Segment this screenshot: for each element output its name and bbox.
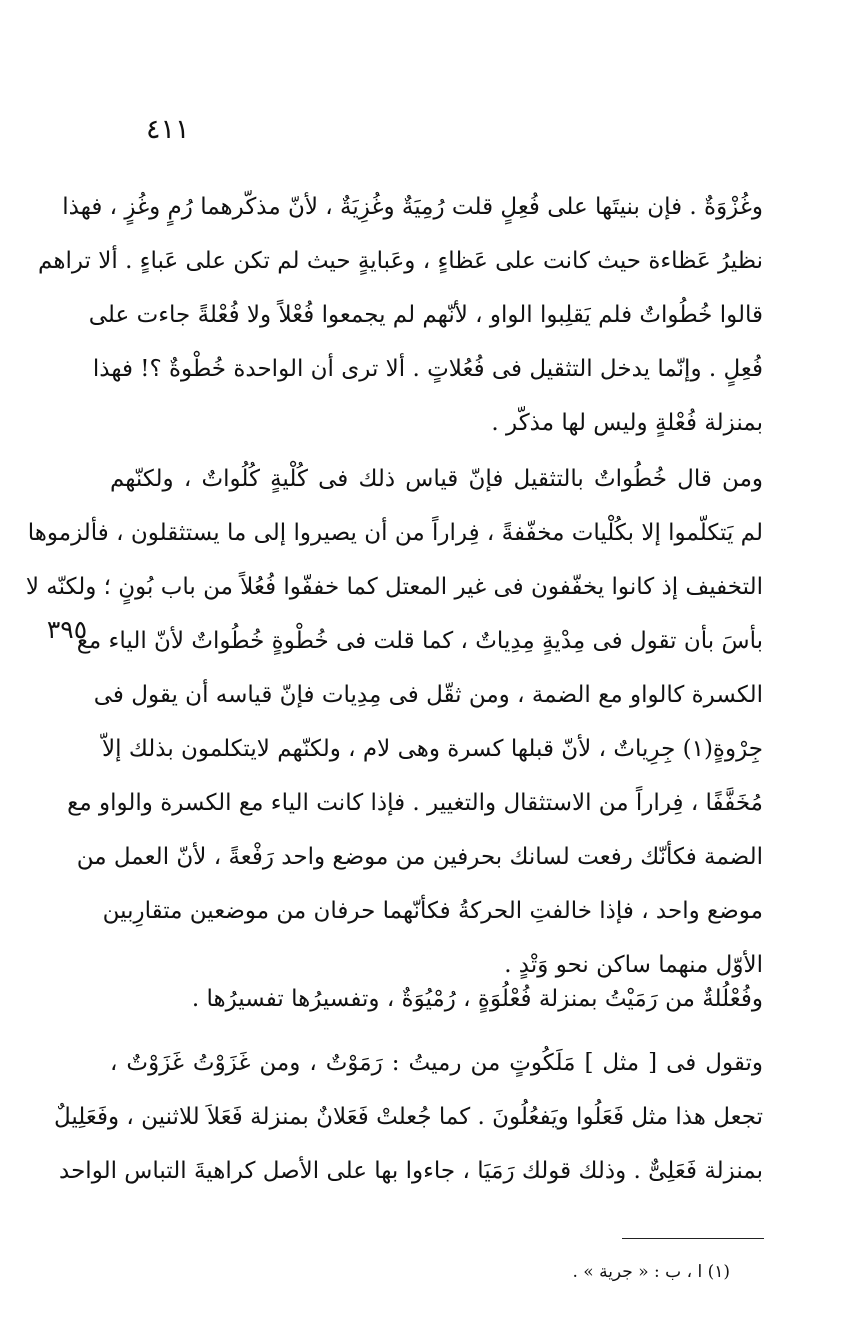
text-line: موضع واحد ، فإذا خالفتِ الحركةُ فكأنّهما حرفان من موضعين متقارِبين: [102, 898, 763, 924]
text-line: الكسرة كالواو مع الضمة ، ومن ثقّل فى مِدِيات فإنّ قياسه أن يقول فى: [93, 682, 763, 708]
paragraph-4: [53, 1036, 763, 1198]
text-line: نظيرُ عَظاءة حيث كانت على عَظاءٍ ، وعَبايةٍ حيث لم تكن على عَباءٍ . ألا تراهم: [38, 248, 763, 274]
text-line: الأوّل منهما ساكن نحو وَتْدٍ .: [504, 952, 763, 978]
text-line: وفُعْلُلةٌ من رَمَيْتُ بمنزلة فُعْلُوَةٍ ، رُمْيُوَةٌ ، وتفسيرُها تفسيرُها .: [191, 986, 763, 1012]
text-line: بمنزلة فَعَلِىٌّ . وذلك قولك رَمَيَا ، جاءوا بها على الأصل كراهيةَ التباس الواحد: [59, 1158, 763, 1184]
text-line: بمنزلة فُعْلةٍ وليس لها مذكّر .: [491, 410, 763, 436]
text-line: فُعِلٍ . وإنّما يدخل التثقيل فى فُعُلاتٍ . ألا ترى أن الواحدة خُطْوةٌ ؟! فهذا: [92, 356, 763, 382]
text-line: وتقول فى [ مثل ] مَلَكُوتٍ من رميتُ : رَمَوْتٌ ، ومن غَزَوْتُ غَزَوْتٌ ،: [110, 1050, 763, 1076]
text-line: الضمة فكأنّك رفعت لسانك بحرفين من موضع واحد رَفْعةً ، لأنّ العمل من: [76, 844, 763, 870]
text-line: تجعل هذا مثل فَعَلُوا ويَفعُلُونَ . كما جُعلتْ فَعَلانٌ بمنزلة فَعَلاَ للاثنين ، وفَعَلِيلٌ: [53, 1104, 763, 1130]
text-line: لم يَتكلّموا إلا بكُلْيات مخفّفةً ، فِراراً من أن يصيروا إلى ما يستثقلون ، فألزموها: [27, 520, 763, 546]
text-line: بأسَ بأن تقول فى مِدْيةٍ مِدِياتٌ ، كما قلت فى خُطْوةٍ خُطُواتٌ لأنّ الياء مع: [76, 628, 763, 654]
text-line: التخفيف إذ كانوا يخفّفون فى غير المعتل كما خففّوا فُعُلاً من باب بُونٍ ؛ ولكنّه لا: [25, 574, 763, 600]
text-line: قالوا خُطُواتٌ فلم يَقلِبوا الواو ، لأنّهم لم يجمعوا فُعْلاً ولا فُعْلةً جاءت على: [88, 302, 763, 328]
text-line: ومن قال خُطُواتٌ بالتثقيل فإنّ قياس ذلك فى كُلْيةٍ كُلُواتٌ ، ولكنّهم: [110, 466, 763, 492]
text-line: وغُزْوَةٌ . فإن بنيتَها على فُعِلٍ قلت رُمِيَةٌ وغُزِيَةٌ ، لأنّ مذكّرهما رُمٍ وغُزٍ ، فهذا: [62, 194, 763, 220]
paragraph-1: [38, 180, 763, 450]
text-line: مُخَفَّفًا ، فِراراً من الاستثقال والتغيير . فإذا كانت الياء مع الكسرة والواو مع: [67, 790, 763, 816]
text-line: جِرْوةٍ(١) جِرِياتٌ ، لأنّ قبلها كسرة وهى لام ، ولكنّهم لايتكلمون بذلك إلاّ: [102, 736, 763, 762]
page-number: ٤١١: [146, 114, 190, 145]
paragraph-3: [110, 972, 763, 1026]
margin-page-reference: ٣٩٥: [46, 615, 88, 644]
footnote: (١) ا ، ب : « جرية » .: [572, 1262, 730, 1282]
footnote-divider: [622, 1238, 764, 1239]
